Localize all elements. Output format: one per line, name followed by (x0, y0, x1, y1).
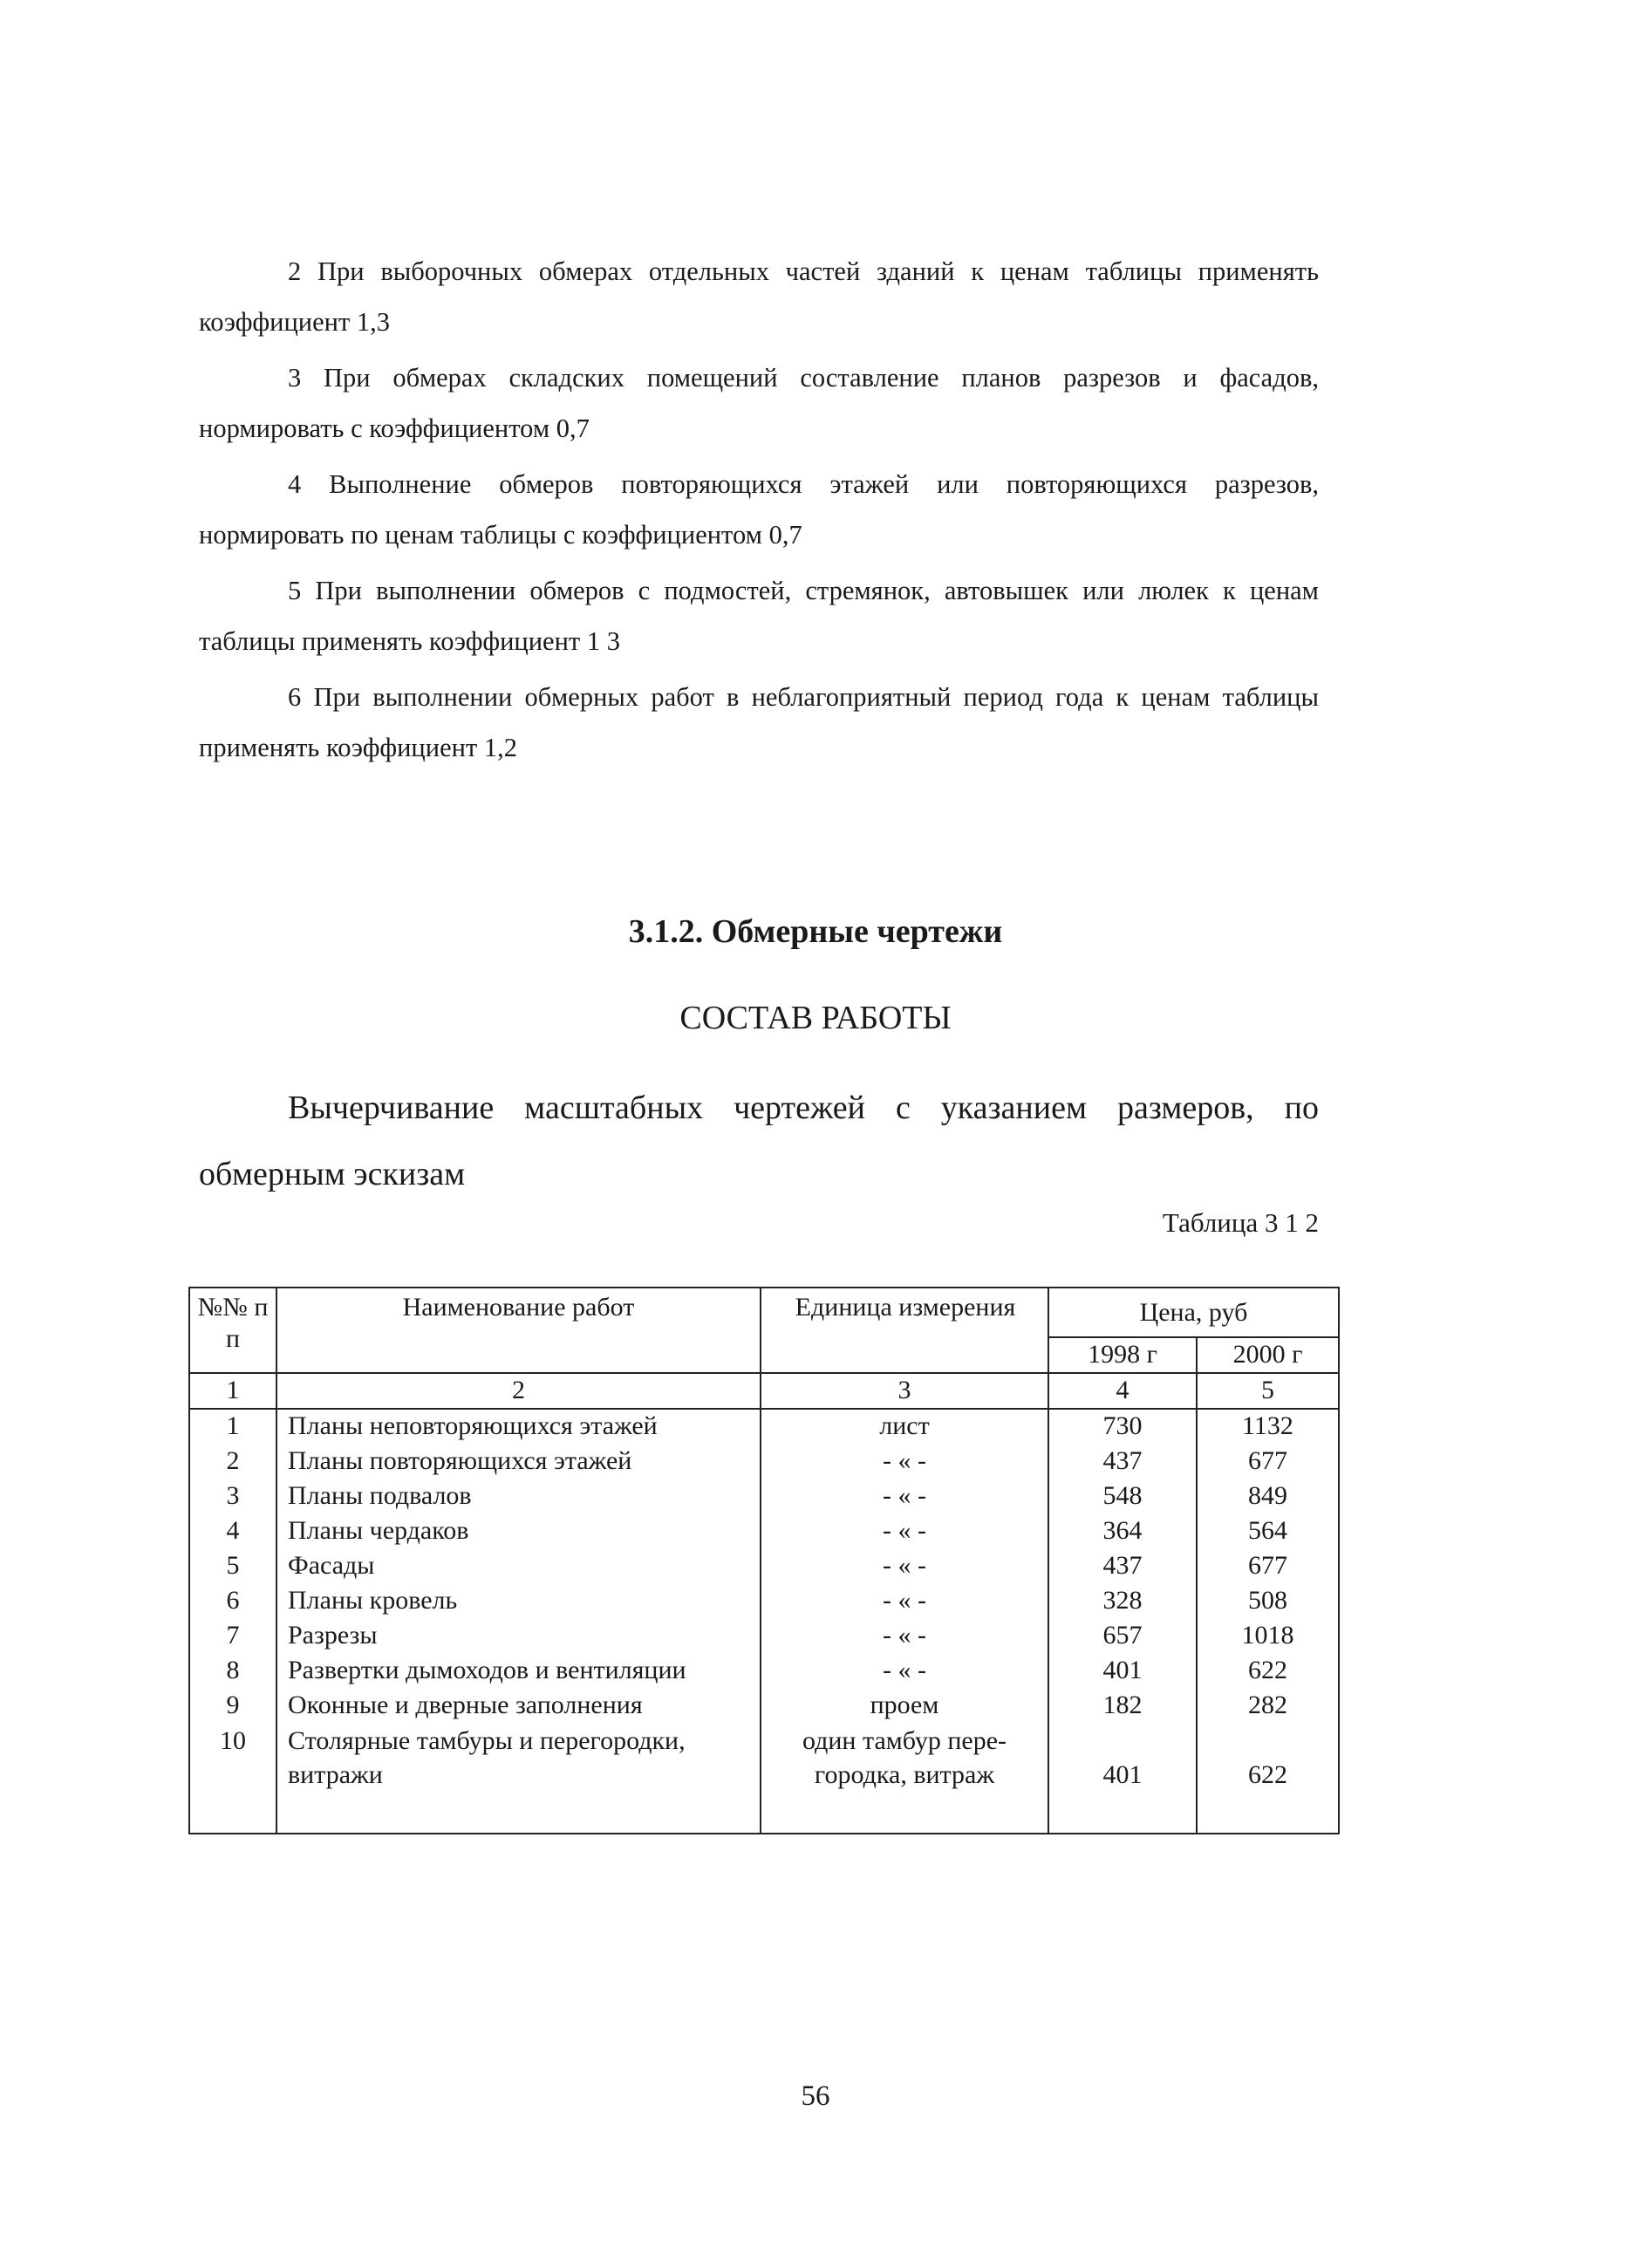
page-number: 56 (801, 2080, 830, 2112)
work-description: Вычерчивание масштабных чертежей с указанием размеров, по обмерным эскизам (199, 1090, 1319, 1192)
row-unit: - « - (883, 1481, 926, 1510)
header-2000: 2000 г (1232, 1340, 1303, 1369)
row-unit: - « - (883, 1551, 926, 1580)
row-price-1998: 182 (1102, 1691, 1143, 1719)
colnum-4: 4 (1116, 1376, 1129, 1404)
row-unit: - « - (883, 1656, 926, 1684)
row-price-2000: 508 (1248, 1586, 1287, 1615)
row-unit: - « - (883, 1586, 926, 1615)
row-price-2000: 282 (1248, 1691, 1287, 1719)
row10-unit-line1: один тамбур пере- (802, 1726, 1007, 1755)
section-title: 3.1.2. Обмерные чертежи (628, 913, 1003, 950)
header-1998: 1998 г (1088, 1340, 1157, 1369)
table-rule-header (188, 1372, 1340, 1374)
row-num: 8 (226, 1656, 240, 1684)
row-name: Планы подвалов (288, 1481, 472, 1510)
row-name: Планы неповторяющихся этажей (288, 1411, 658, 1440)
price-table (188, 1287, 1340, 1834)
row10-name-line2: витражи (288, 1760, 383, 1789)
table-rule-price-sub (1048, 1336, 1340, 1338)
paragraph-note-4: 4 Выполнение обмеров повторяющихся этажей или повторяющихся разрезов, нормировать по ценам таблицы с коэффициентом 0,7 (199, 469, 1319, 550)
row-num: 6 (226, 1586, 240, 1615)
header-price: Цена, руб (1139, 1298, 1248, 1327)
row-name: Планы повторяющихся этажей (288, 1446, 632, 1475)
row-name: Планы чердаков (288, 1516, 469, 1545)
row-name: Фасады (288, 1551, 375, 1580)
row-unit: - « - (883, 1621, 926, 1650)
row-price-2000: 564 (1248, 1516, 1287, 1545)
row-num: 7 (226, 1621, 240, 1650)
row-name: Развертки дымоходов и вентиляции (288, 1656, 686, 1684)
row-name: Оконные и дверные заполнения (288, 1691, 643, 1719)
row-unit: проем (870, 1691, 939, 1719)
table-border-top (188, 1287, 1340, 1288)
row-num: 4 (226, 1516, 240, 1545)
row10-name-line1: Столярные тамбуры и перегородки, (288, 1726, 686, 1755)
row-price-1998: 548 (1102, 1481, 1143, 1510)
row10-unit-line2: городка, витраж (814, 1760, 995, 1789)
row-price-1998: 437 (1102, 1551, 1143, 1580)
row-price-2000: 677 (1248, 1446, 1287, 1475)
table-border-bottom (188, 1833, 1340, 1834)
header-unit: Единица измерения (795, 1293, 1016, 1322)
colnum-3: 3 (897, 1376, 911, 1404)
paragraph-note-6: 6 При выполнении обмерных работ в неблагоприятный период года к ценам таблицы применять коэффициент 1,2 (199, 682, 1319, 762)
table-caption: Таблица 3 1 2 (1162, 1207, 1319, 1238)
row-num: 3 (226, 1481, 240, 1510)
table-rule-colnums (188, 1408, 1340, 1410)
colnum-1: 1 (226, 1376, 240, 1404)
row-price-1998: 657 (1102, 1621, 1143, 1650)
row-price-2000: 677 (1248, 1551, 1287, 1580)
row-num: 9 (226, 1691, 240, 1719)
row-num: 1 (226, 1411, 240, 1440)
colnum-5: 5 (1261, 1376, 1274, 1404)
composition-title: СОСТАВ РАБОТЫ (679, 1000, 952, 1036)
row-price-2000: 1018 (1241, 1621, 1294, 1650)
paragraph-note-5: 5 При выполнении обмеров с подмостей, стремянок, автовышек или люлек к ценам таблицы применять коэффициент 1 3 (199, 576, 1319, 656)
row10-price-1998: 401 (1102, 1760, 1143, 1789)
row-price-1998: 328 (1102, 1586, 1143, 1615)
header-name: Наименование работ (402, 1293, 635, 1322)
paragraph-note-3: 3 При обмерах складских помещений составление планов разрезов и фасадов, нормировать с коэффициентом 0,7 (199, 363, 1319, 443)
row10-price-2000: 622 (1248, 1760, 1287, 1789)
row-name: Планы кровель (288, 1586, 458, 1615)
row-price-2000: 849 (1248, 1481, 1287, 1510)
row10-num: 10 (220, 1726, 246, 1755)
row-unit: - « - (883, 1516, 926, 1545)
colnum-2: 2 (512, 1376, 525, 1404)
row-price-1998: 401 (1102, 1656, 1143, 1684)
row-unit: - « - (883, 1446, 926, 1475)
row-price-2000: 1132 (1242, 1411, 1293, 1440)
row-num: 5 (226, 1551, 240, 1580)
row-unit: лист (879, 1411, 930, 1440)
row-num: 2 (226, 1446, 240, 1475)
row-name: Разрезы (288, 1621, 378, 1650)
row-price-1998: 364 (1102, 1516, 1143, 1545)
row-price-1998: 730 (1102, 1411, 1143, 1440)
row-price-2000: 622 (1248, 1656, 1287, 1684)
header-num: №№ п п (197, 1293, 269, 1353)
table-border-right (1338, 1287, 1340, 1834)
row-price-1998: 437 (1102, 1446, 1143, 1475)
paragraph-note-2: 2 При выборочных обмерах отдельных частей зданий к ценам таблицы применять коэффициент 1,3 (199, 256, 1319, 337)
